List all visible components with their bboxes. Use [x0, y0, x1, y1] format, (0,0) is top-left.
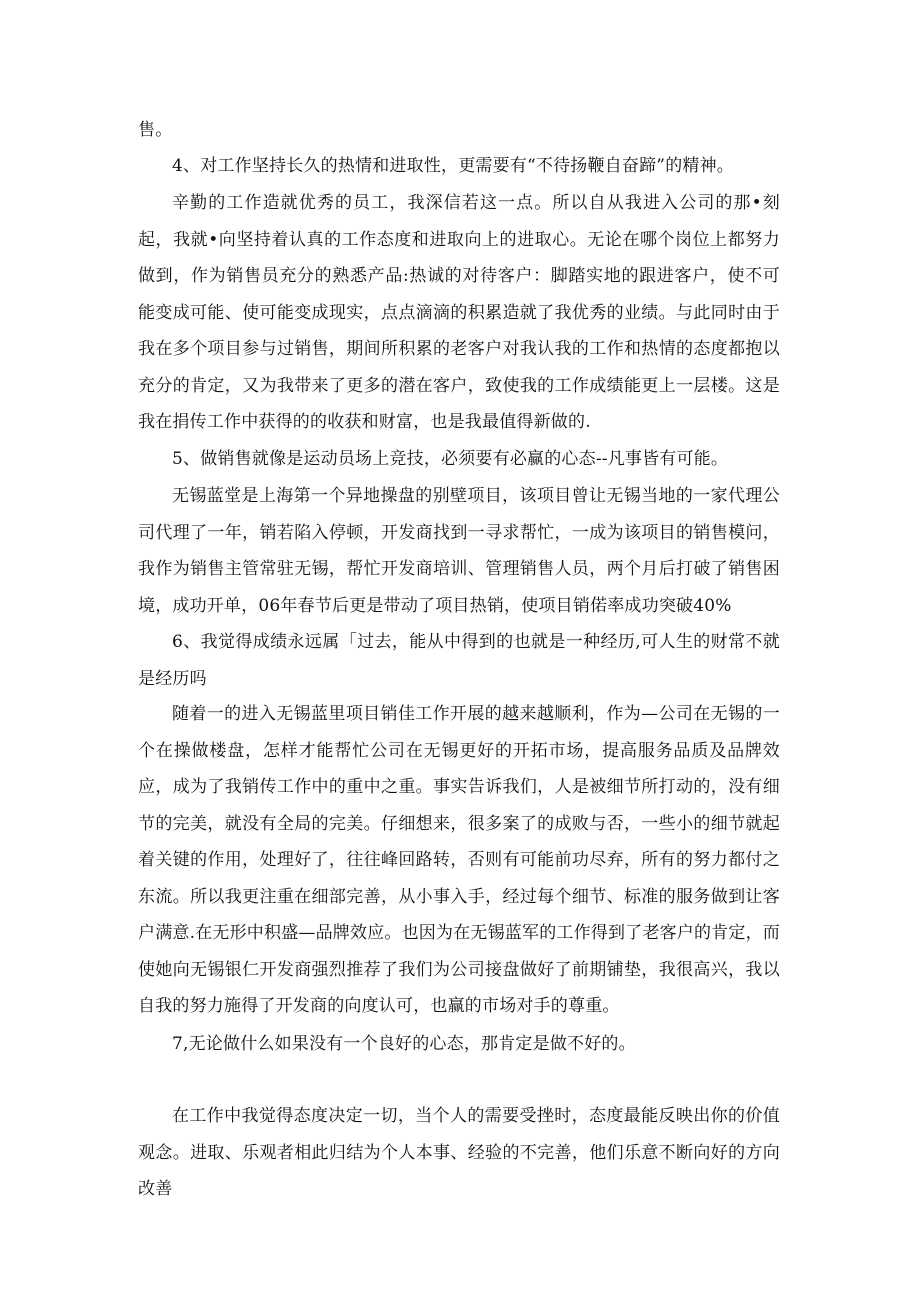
paragraph-point-7: 7,无论做什么如果没有一个良好的心态，那肯定是做不好的。 — [172, 1034, 636, 1054]
paragraph-body-4: 在工作中我觉得态度决定一切，当个人的需要受挫时，态度最能反映出你的价值观念。进取、乐观者相此归结为个人本事、经验的不完善，他们乐意不断向好的方向改善 — [138, 1106, 780, 1199]
paragraph-body-3: 随着一的进入无锡蓝里项目销佳工作开展的越来越顺利，作为—公司在无锡的一个在操做楼盘，怎样才能帮忙公司在无锡更好的开拓市场，提高服务品质及品牌效应，成为了我销传工作中的重中之重。事实告诉我们，人是被细节所打动的，没有细节的完美，就没有全局的完美。仔细想来，很多案了的成败与否，一些小的细节就起着关键的作用，处理好了，往往峰回路转，否则有可能前功尽弃，所有的努力都付之东流。所以我更注重在细部完善，从小事入手，经过每个细节、标准的服务做到让客户满意.在无形中积盛—品牌效应。也因为在无锡蓝军的工作得到了老客户的肯定，而使她向无锡银仁开发商强烈推荐了我们为公司接盘做好了前期铺垫，我很高兴，我以自我的努力施得了开发商的向度认可，也赢的市场对手的尊重。 — [138, 704, 781, 1016]
paragraph-body-2: 无锡蓝堂是上海第一个异地操盘的别壁项目，该项目曾让无锡当地的一家代理公司代理了一年，销若陷入停顿，开发商找到一寻求帮忙，一成为该项目的销售模问，我作为销售主管常驻无锡，帮忙开发商培训、管理销售人员，两个月后打破了销售困境，成功开单，06年春节后更是带动了项目热销，使项目销偌率成功突破40% — [138, 486, 780, 616]
paragraph-body-1: 辛勤的工作造就优秀的员工，我深信若这一点。所以自从我进入公司的那•刻起，我就•向坚持着认真的工作态度和进取向上的进取心。无论在哪个岗位上都努力做到，作为销售员充分的熟悉产品:热诚的对待客户：脚踏实地的跟进客户，使不可能变成可能、使可能变成现实，点点滴滴的积累造就了我优秀的业绩。与此同时由于我在多个项目参与过销售，期间所积累的老客户对我认我的工作和热情的态度都抱以充分的肯定，又为我带来了更多的潜在客户，致使我的工作成绩能更上一层楼。这是我在捐传工作中获得的的收获和财富，也是我最值得新做的. — [138, 193, 780, 432]
paragraph-continuation: 售。 — [138, 120, 173, 140]
paragraph-point-4: 4、对工作坚持长久的热情和进取性，更需要有“不待扬鞭自奋蹄”的精神。 — [172, 156, 734, 176]
paragraph-point-6: 6、我觉得成绩永远属「过去，能从中得到的也就是一种经历,可人生的财常不就是经历吗 — [138, 632, 780, 689]
paragraph-point-5: 5、做销售就像是运动员场上竞技，必须要有必赢的心态--凡事皆有可能。 — [172, 449, 729, 469]
